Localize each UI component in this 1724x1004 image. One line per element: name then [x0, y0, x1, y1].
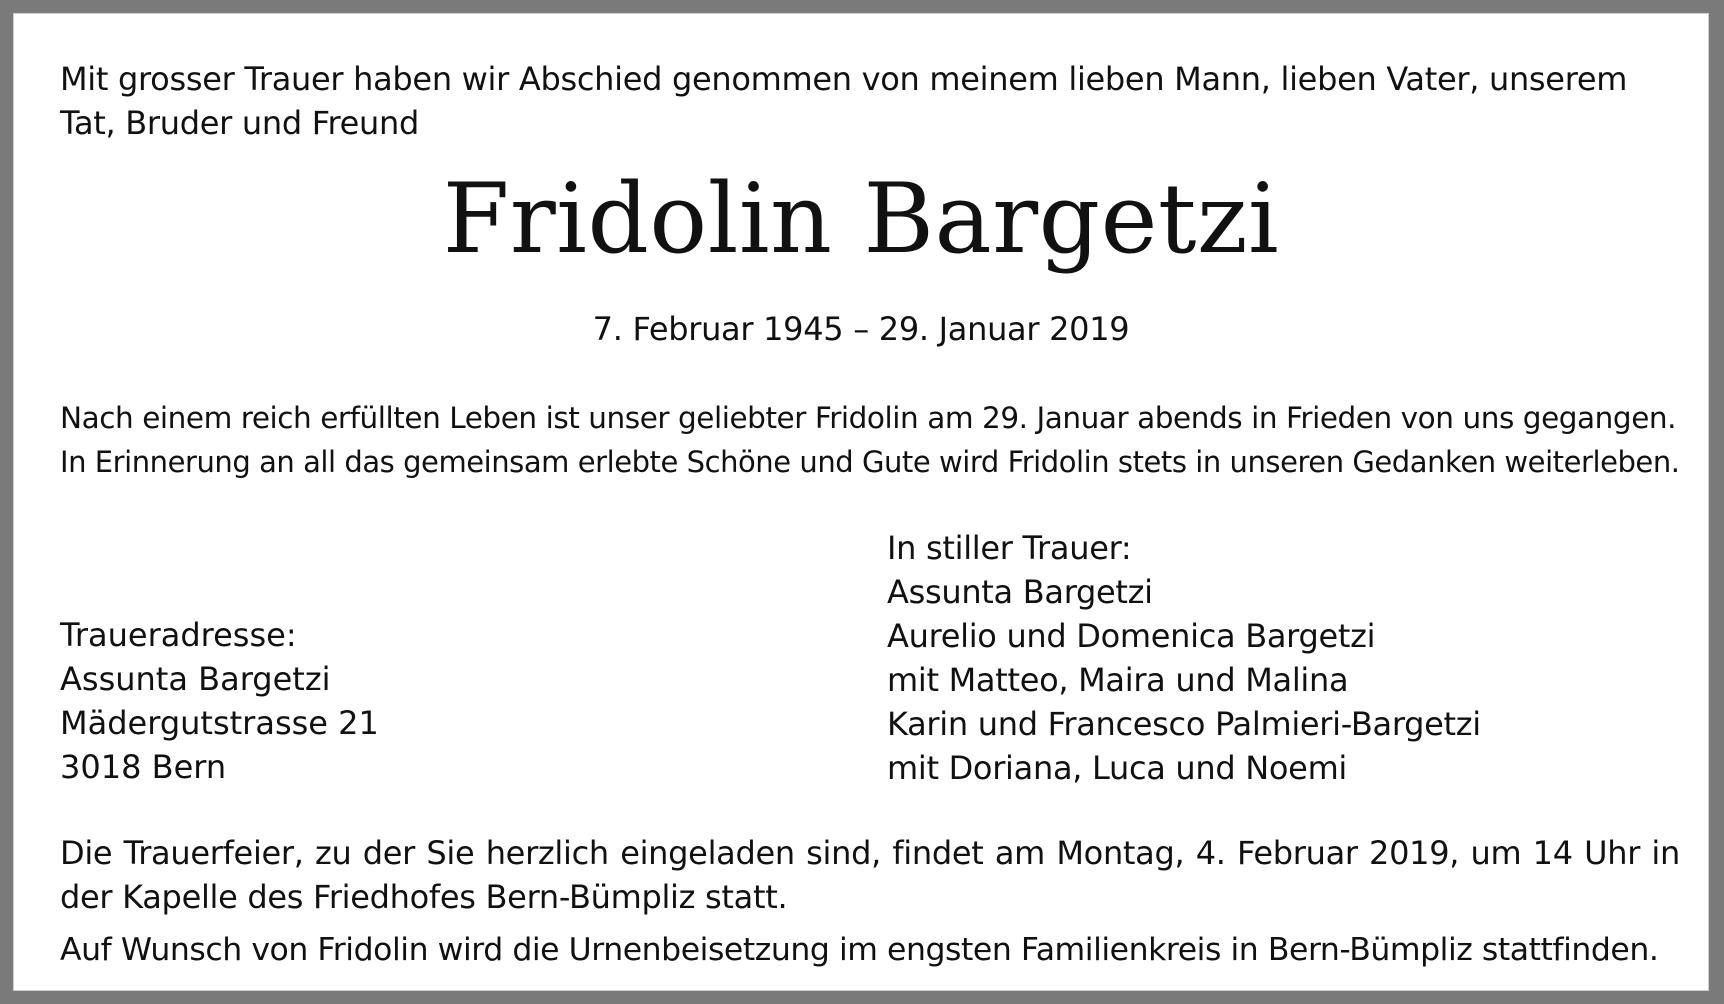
mourner-entry: Karin und Francesco Palmieri-Bargetzi: [887, 705, 1481, 743]
deceased-name: Fridolin Bargetzi: [442, 163, 1280, 275]
mourner-entry: Assunta Bargetzi: [887, 573, 1153, 611]
mourners-label: In stiller Trauer:: [887, 529, 1132, 567]
mourning-address-label: Traueradresse:: [60, 616, 297, 654]
mourner-entry: mit Matteo, Maira und Malina: [887, 661, 1349, 699]
mourner-entry: mit Doriana, Luca und Noemi: [887, 749, 1348, 787]
urn-burial-text: Auf Wunsch von Fridolin wird die Urnenbeisetzung im engsten Familienkreis in Bern-Bümpliz stattfinden.: [60, 932, 1659, 968]
mourner-entry: Aurelio und Domenica Bargetzi: [887, 617, 1376, 655]
life-dates: 7. Februar 1945 – 29. Januar 2019: [592, 310, 1130, 348]
mourning-address: [60, 613, 760, 789]
message-line: Nach einem reich erfüllten Leben ist unser geliebter Fridolin am 29. Januar abends in Frieden von uns gegangen.: [60, 401, 1677, 435]
mourning-address-name: Assunta Bargetzi: [60, 660, 331, 698]
mourning-address-street: Mädergutstrasse 21: [60, 704, 379, 742]
intro-text: Mit grosser Trauer haben wir Abschied genommen von meinem lieben Mann, lieben Vater, unserem Tat, Bruder und Freund: [60, 60, 1628, 142]
message-block: [60, 396, 1680, 484]
obituary-card: [13, 13, 1709, 991]
message-line: In Erinnerung an all das gemeinsam erlebte Schöne und Gute wird Fridolin stets in unseren Gedanken weiterleben.: [60, 445, 1680, 479]
mourners-list: [887, 526, 1687, 790]
funeral-service-text: Die Trauerfeier, zu der Sie herzlich eingeladen sind, findet am Montag, 4. Februar 2019, um 14 Uhr in der Kapelle des Friedhofes Bern-Bümpliz statt.: [60, 834, 1680, 916]
mourning-address-city: 3018 Bern: [60, 748, 227, 786]
